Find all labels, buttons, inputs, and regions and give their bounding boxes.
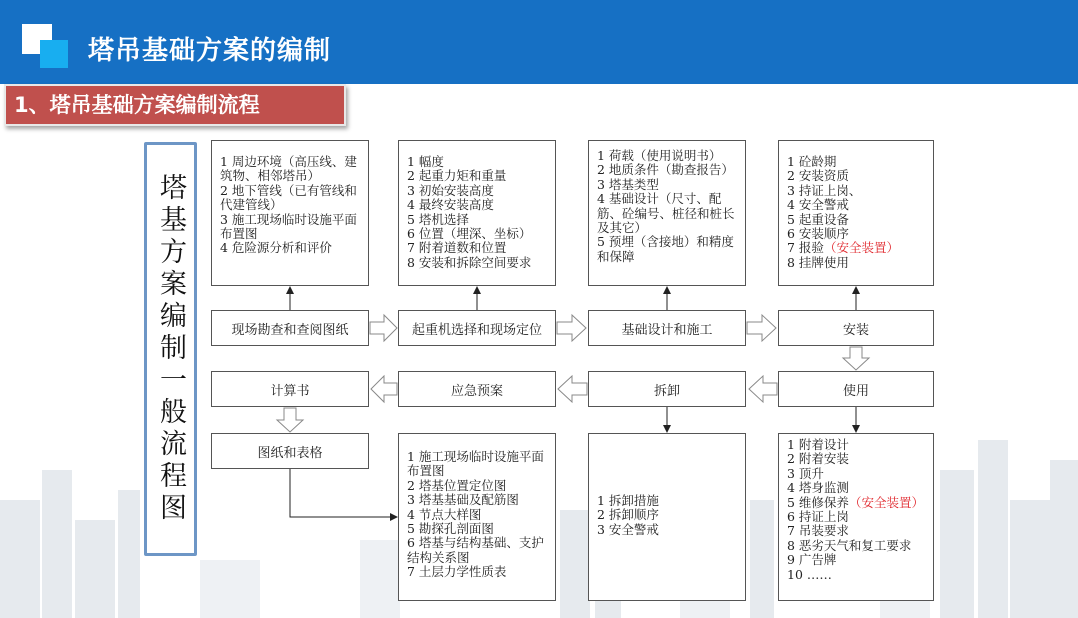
use-item-5: 5 维修保养（安全装置） bbox=[787, 494, 924, 510]
crane-item: 5 塔机选择 bbox=[407, 211, 469, 227]
dismantle-detail-list bbox=[589, 434, 745, 541]
logo-square-blue bbox=[40, 40, 68, 68]
use-detail-list bbox=[779, 434, 933, 586]
process-install: 安装 bbox=[778, 310, 934, 346]
drawings-item: 2 塔基位置定位图 bbox=[407, 477, 507, 493]
use-item: 1 附着设计 bbox=[787, 437, 849, 452]
drawings-item: 4 节点大样图 bbox=[407, 506, 482, 522]
crane-item: 8 安装和拆除空间要求 bbox=[407, 254, 532, 270]
process-drawings: 图纸和表格 bbox=[211, 433, 369, 469]
install-item: 5 起重设备 bbox=[787, 211, 849, 227]
crane-item: 7 附着道数和位置 bbox=[407, 240, 507, 256]
install-item: 4 安全警戒 bbox=[787, 197, 849, 213]
crane-item: 4 最终安装高度 bbox=[407, 197, 494, 213]
foundation-item: 1 荷载（使用说明书） bbox=[597, 148, 722, 163]
use-item: 10 …… bbox=[787, 566, 832, 582]
section-title: 1、塔吊基础方案编制流程 bbox=[4, 84, 346, 126]
side-label: 塔基方案编制一般流程图 bbox=[155, 173, 186, 525]
use-item: 7 吊装要求 bbox=[787, 523, 849, 539]
install-item-7: 7 报验（安全装置） bbox=[787, 240, 899, 256]
dismantle-item: 1 拆卸措施 bbox=[597, 493, 659, 508]
process-survey: 现场勘查和查阅图纸 bbox=[211, 310, 369, 346]
dismantle-item: 2 拆卸顺序 bbox=[597, 507, 659, 523]
install-detail-box bbox=[778, 140, 934, 286]
install-item: 2 安装资质 bbox=[787, 168, 849, 184]
survey-item: 2 地下管线（已有管线和代建管线） bbox=[220, 182, 357, 213]
crane-detail-list bbox=[399, 141, 555, 274]
use-item: 6 持证上岗 bbox=[787, 509, 849, 525]
use-item: 4 塔身监测 bbox=[787, 480, 849, 496]
install-item: 6 安装顺序 bbox=[787, 226, 849, 242]
foundation-item: 5 预埋（含接地）和精度和保障 bbox=[597, 234, 734, 264]
use-item: 2 附着安装 bbox=[787, 451, 849, 467]
survey-item: 3 施工现场临时设施平面布置图 bbox=[220, 211, 357, 242]
crane-item: 2 起重力矩和重量 bbox=[407, 168, 507, 184]
drawings-item: 7 土层力学性质表 bbox=[407, 564, 507, 580]
crane-item: 6 位置（埋深、坐标） bbox=[407, 226, 532, 242]
crane-detail-box bbox=[398, 140, 556, 286]
drawings-item: 1 施工现场临时设施平面布置图 bbox=[407, 449, 544, 479]
drawings-detail-list bbox=[399, 434, 555, 584]
install-item: 3 持证上岗、 bbox=[787, 182, 862, 198]
process-emergency: 应急预案 bbox=[398, 371, 556, 407]
drawings-detail-box bbox=[398, 433, 556, 601]
process-calc: 计算书 bbox=[211, 371, 369, 407]
use-item: 8 恶劣天气和复工要求 bbox=[787, 537, 912, 553]
foundation-item: 2 地质条件（勘查报告） bbox=[597, 162, 734, 178]
survey-detail-list bbox=[212, 141, 368, 260]
install-item: 1 砼龄期 bbox=[787, 154, 837, 169]
survey-detail-box bbox=[211, 140, 369, 286]
use-detail-box bbox=[778, 433, 934, 601]
use-item: 9 广告牌 bbox=[787, 552, 837, 568]
process-foundation: 基础设计和施工 bbox=[588, 310, 746, 346]
process-dismantle: 拆卸 bbox=[588, 371, 746, 407]
process-use: 使用 bbox=[778, 371, 934, 407]
foundation-detail-box bbox=[588, 140, 746, 286]
process-crane: 起重机选择和现场定位 bbox=[398, 310, 556, 346]
use-item: 3 顶升 bbox=[787, 465, 824, 481]
crane-item: 3 初始安装高度 bbox=[407, 182, 494, 198]
survey-item: 1 周边环境（高压线、建筑物、相邻塔吊） bbox=[220, 154, 357, 184]
dismantle-detail-box bbox=[588, 433, 746, 601]
install-detail-list bbox=[779, 141, 933, 274]
drawings-item: 6 塔基与结构基础、支护结构关系图 bbox=[407, 535, 544, 565]
side-label-box bbox=[144, 142, 197, 556]
foundation-detail-list bbox=[589, 141, 745, 268]
drawings-item: 5 勘探孔剖面图 bbox=[407, 521, 494, 537]
install-item-8: 8 挂牌使用 bbox=[787, 254, 849, 270]
dismantle-item: 3 安全警戒 bbox=[597, 521, 659, 537]
foundation-item: 4 基础设计（尺寸、配筋、砼编号、桩径和桩长及其它） bbox=[597, 191, 735, 236]
crane-item: 1 幅度 bbox=[407, 154, 444, 169]
foundation-item: 3 塔基类型 bbox=[597, 176, 659, 192]
survey-item: 4 危险源分析和评价 bbox=[220, 240, 332, 256]
drawings-item: 3 塔基基础及配筋图 bbox=[407, 492, 519, 508]
page-title: 塔吊基础方案的编制 bbox=[88, 36, 332, 66]
